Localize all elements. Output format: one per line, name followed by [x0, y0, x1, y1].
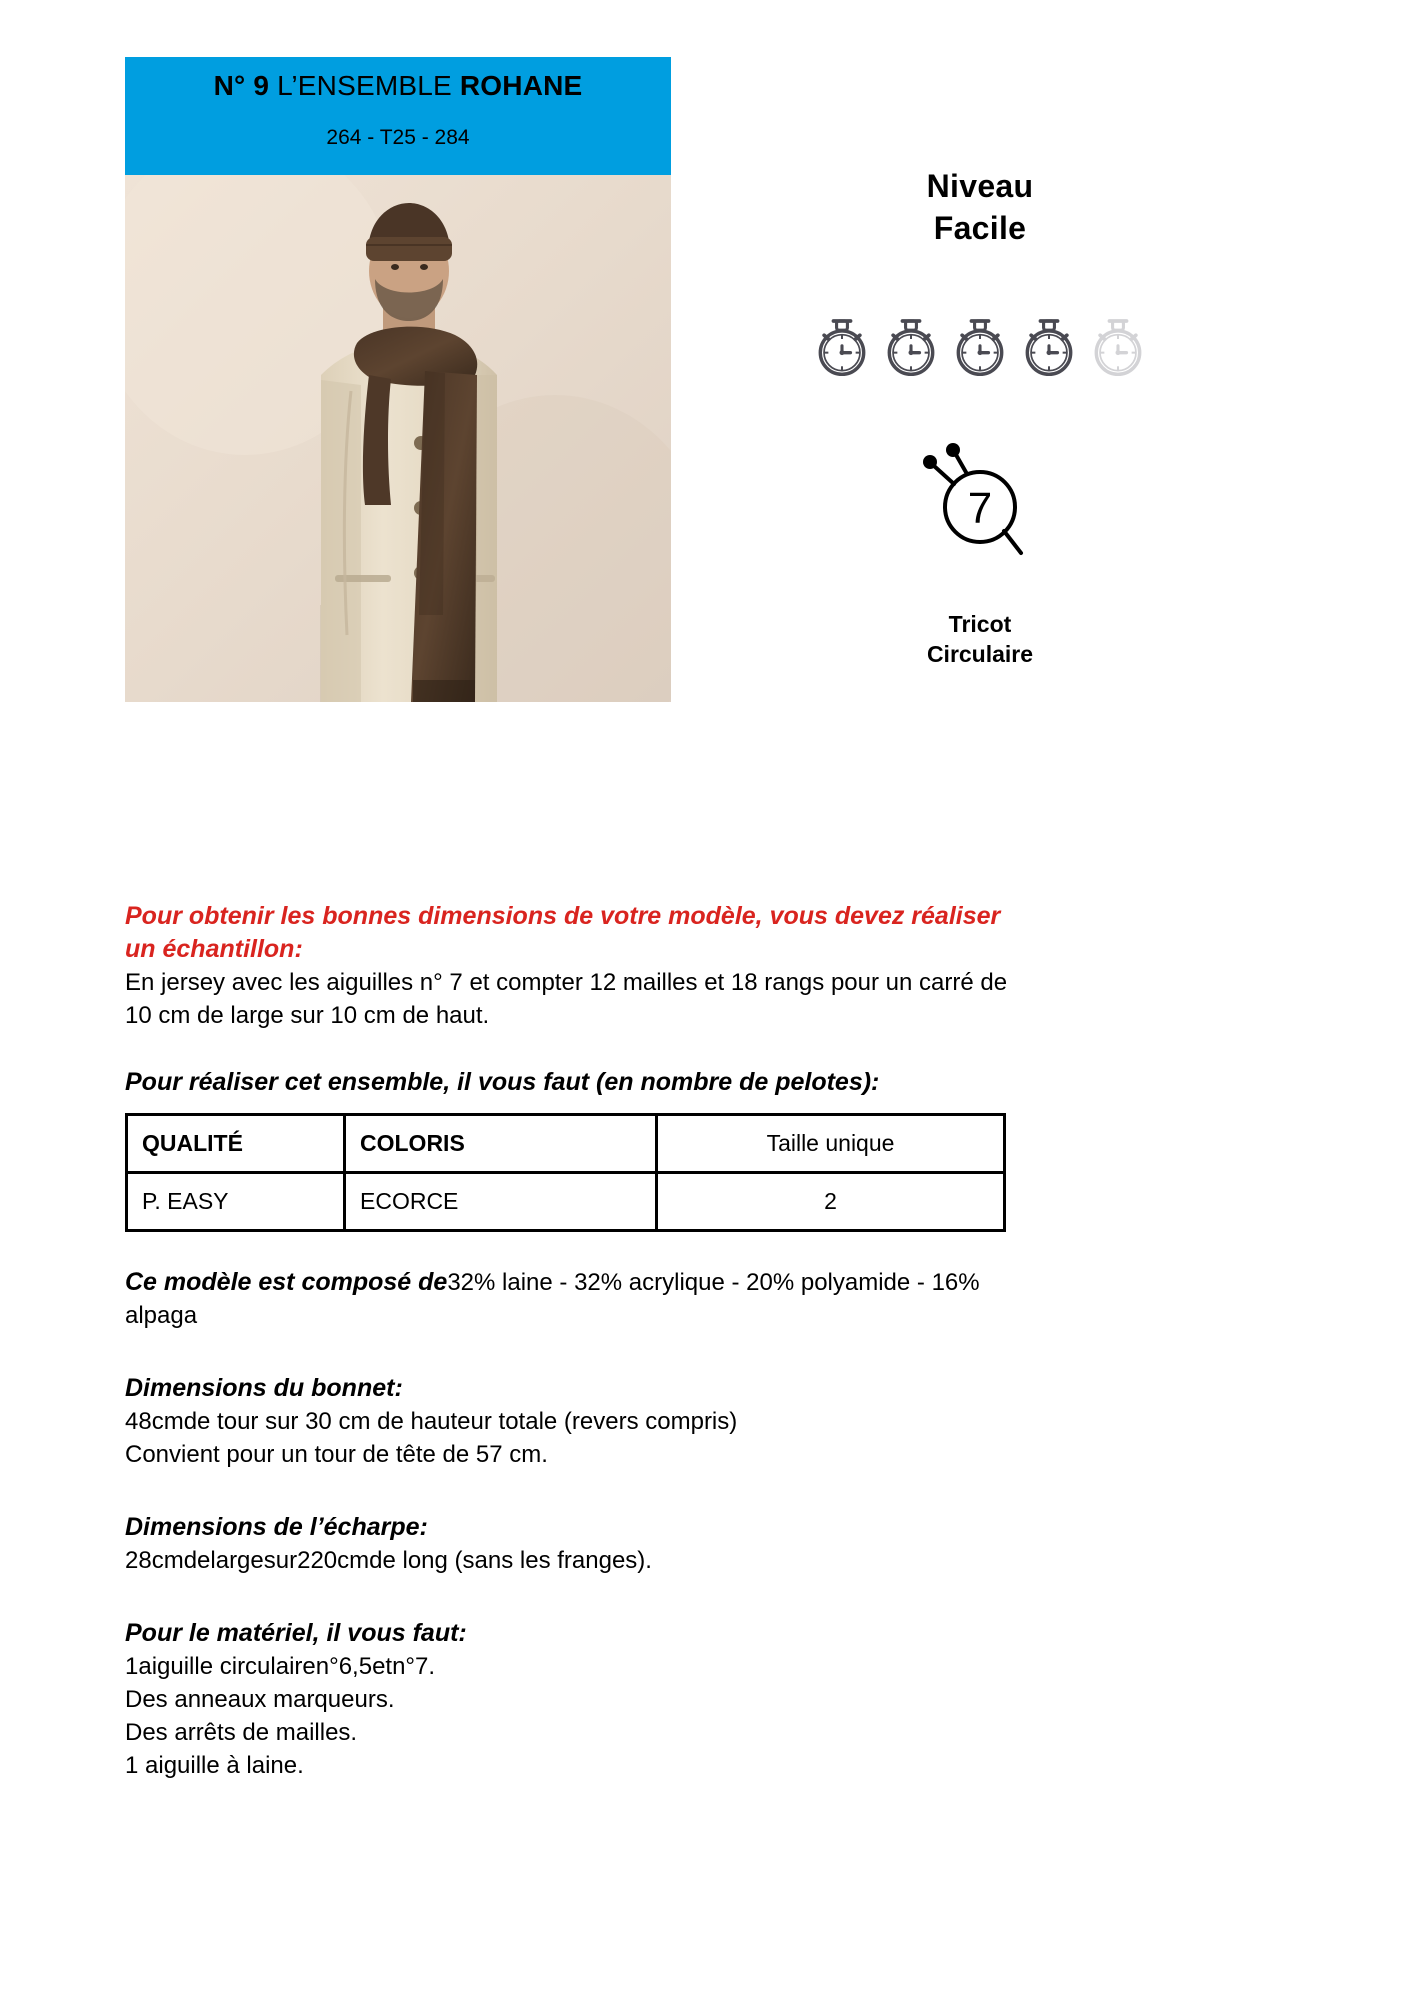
materiel-line-1: 1aiguille circulairen°6,5etn°7.: [125, 1653, 436, 1680]
title-bold-part: ROHANE: [459, 70, 583, 101]
pattern-number: N° 9: [213, 70, 270, 101]
materiel-line-3: Des arrêts de mailles.: [125, 1719, 358, 1746]
materiel-line-4: 1 aiguille à laine.: [125, 1752, 304, 1779]
level-value: Facile: [933, 210, 1027, 246]
stopwatch-icon-filled-2: [880, 317, 942, 379]
pattern-reference: 264 - T25 - 284: [326, 126, 470, 149]
title-banner: [125, 57, 671, 175]
materiel-line-2: Des anneaux marqueurs.: [125, 1686, 395, 1713]
column-header-qualite: QUALITÉ: [127, 1115, 345, 1173]
cell-taille-unique: 2: [657, 1173, 1005, 1231]
top-section: [0, 0, 1414, 880]
stopwatch-icon-filled-4: [1018, 317, 1080, 379]
level-label: Niveau: [926, 168, 1034, 204]
gauge-text: En jersey avec les aiguilles n° 7 et compter 12 mailles et 18 rangs pour un carré de 10 cm de large sur 10 cm de haut.: [125, 969, 1008, 1029]
technique-line-2: Circulaire: [926, 641, 1034, 667]
instructions-section: [125, 900, 1295, 1782]
stopwatch-icon-filled-1: [811, 317, 873, 379]
materials-heading: Pour réaliser cet ensemble, il vous faut (en nombre de pelotes):: [125, 1068, 880, 1096]
bonnet-heading: Dimensions du bonnet:: [125, 1374, 403, 1402]
table-row: [127, 1173, 1005, 1231]
bonnet-line-2: Convient pour un tour de tête de 57 cm.: [125, 1441, 548, 1468]
composition-heading: Ce modèle est composé de: [125, 1268, 448, 1296]
title-normal-part: L’ENSEMBLE: [277, 70, 452, 101]
stopwatch-icon-empty-5: [1087, 317, 1149, 379]
column-header-taille-unique: Taille unique: [657, 1115, 1005, 1173]
right-column: [700, 165, 1260, 669]
cell-qualite: P. EASY: [127, 1173, 345, 1231]
gauge-heading: Pour obtenir les bonnes dimensions de votre modèle, vous devez réaliser un échantillon:: [125, 902, 1001, 963]
materials-table: [125, 1113, 1006, 1232]
cell-coloris: ECORCE: [345, 1173, 657, 1231]
echarpe-heading: Dimensions de l’écharpe:: [125, 1513, 428, 1541]
model-photo-illustration: [125, 175, 671, 702]
technique-line-1: Tricot: [948, 611, 1012, 637]
composition-text: 32% laine - 32% acrylique - 20% polyamide - 16% alpaga: [125, 1269, 980, 1329]
left-column: [125, 57, 671, 702]
stopwatch-icon-filled-3: [949, 317, 1011, 379]
level-block: [927, 165, 1034, 249]
table-header-row: [127, 1115, 1005, 1173]
knitting-needles-size-icon: [905, 441, 1055, 561]
materiel-heading: Pour le matériel, il vous faut:: [125, 1619, 467, 1647]
echarpe-line-1: 28cmdelargesur220cmde long (sans les franges).: [125, 1547, 652, 1574]
composition-block: [125, 1266, 1015, 1332]
page-title: [214, 69, 583, 103]
model-photo: [125, 175, 671, 702]
technique-block: [927, 609, 1033, 669]
needle-size-value: 7: [967, 484, 993, 533]
bonnet-line-1: 48cmde tour sur 30 cm de hauteur totale (revers compris): [125, 1408, 738, 1435]
column-header-coloris: COLORIS: [345, 1115, 657, 1173]
difficulty-rating: [811, 317, 1149, 379]
